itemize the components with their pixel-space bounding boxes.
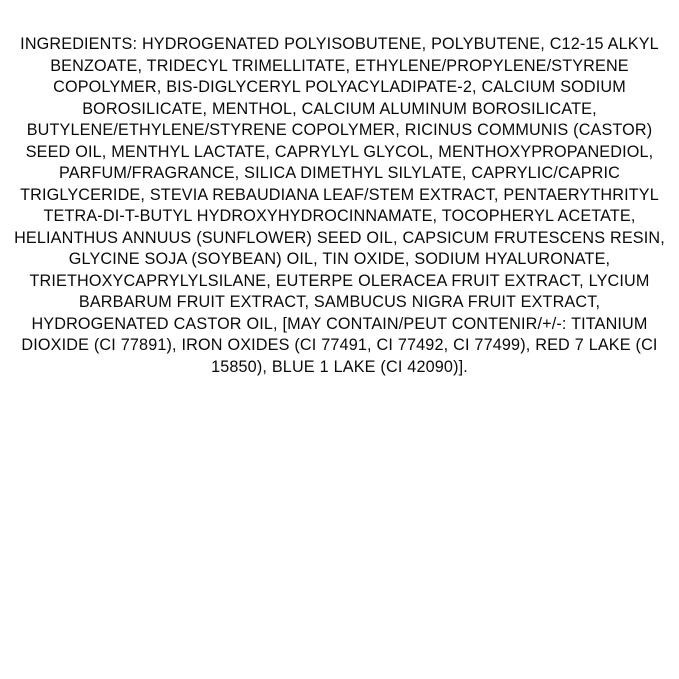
ingredients-list-text: INGREDIENTS: HYDROGENATED POLYISOBUTENE, POLYBUTENE, C12-15 ALKYL BENZOATE, TRIDECYL TRIMELLITATE, ETHYLENE/PROPYLENE/STYRENE COPOLYMER, BIS-DIGLYCERYL POLYACYLADIPATE-2, CALCIUM SODIUM BOROSILICATE, MENTHOL, CALCIUM ALUMINUM BOROSILICATE, BUTYLENE/ETHYLENE/STYRENE COPOLYMER, RICINUS COMMUNIS (CASTOR) SEED OIL, MENTHYL LACTATE, CAPRYLYL GLYCOL, MENTHOXYPROPANEDIOL, PARFUM/FRAGRANCE, SILICA DIMETHYL SILYLATE, CAPRYLIC/CAPRIC TRIGLYCERIDE, STEVIA REBAUDIANA LEAF/STEM EXTRACT, PENTAERYTHRITYL TETRA-DI-T-BUTYL HYDROXYHYDROCINNAMATE, TOCOPHERYL ACETATE, HELIANTHUS ANNUUS (SUNFLOWER) SEED OIL, CAPSICUM FRUTESCENS RESIN, GLYCINE SOJA (SOYBEAN) OIL, TIN OXIDE, SODIUM HYALURONATE, TRIETHOXYCAPRYLYLSILANE, EUTERPE OLERACEA FRUIT EXTRACT, LYCIUM BARBARUM FRUIT EXTRACT, SAMBUCUS NIGRA FRUIT EXTRACT, HYDROGENATED CASTOR OIL, [MAY CONTAIN/PEUT CONTENIR/+/-: TITANIUM DIOXIDE (CI 77891), IRON OXIDES (CI 77491, CI 77492, CI 77499), RED 7 LAKE (CI 15850), BLUE 1 LAKE (CI 42090)]. xyxy=(14,35,670,376)
